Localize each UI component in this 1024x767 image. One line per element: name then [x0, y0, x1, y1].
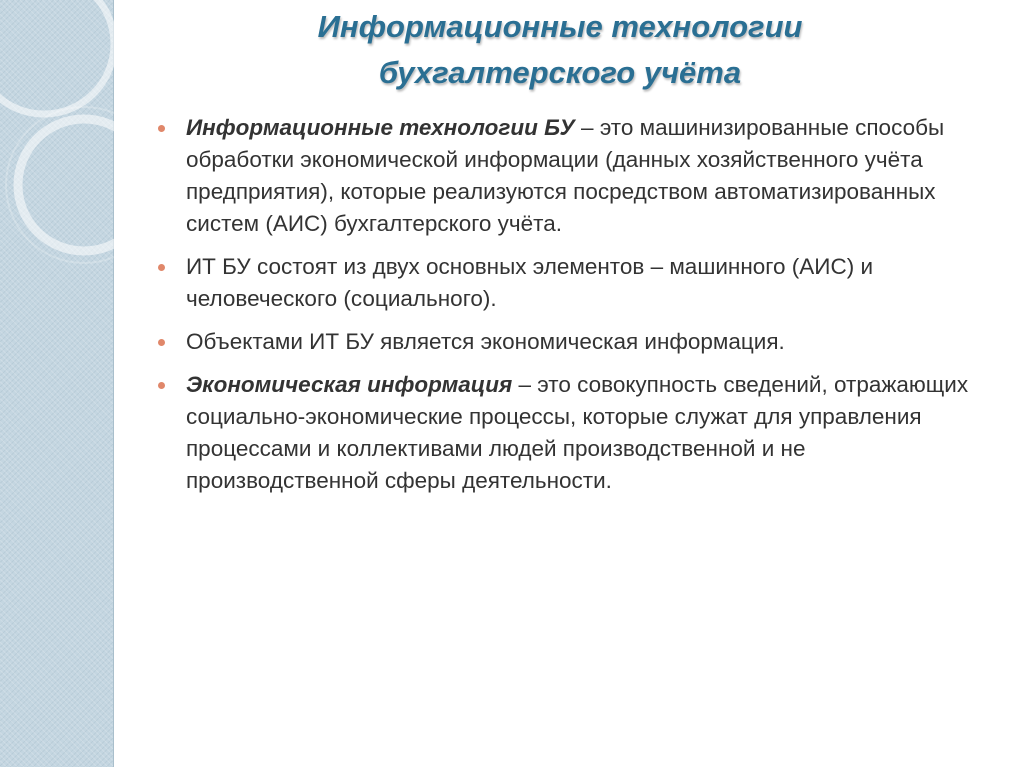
bullet-dot-icon	[158, 339, 165, 346]
bullet-dot-icon	[158, 125, 165, 132]
bullet-text: Объектами ИТ БУ является экономическая информация.	[186, 329, 785, 354]
bullet-list	[158, 112, 998, 508]
bullet-text: ИТ БУ состоят из двух основных элементов – машинного (АИС) и человеческого (социального).	[186, 254, 874, 311]
bullet-item	[158, 251, 998, 315]
bullet-dot-icon	[158, 264, 165, 271]
bullet-dot-icon	[158, 382, 165, 389]
slide-title-line-1: Информационные технологии	[317, 9, 803, 44]
bullet-item	[158, 369, 998, 497]
bullet-item	[158, 326, 998, 358]
slide-title-line-2: бухгалтерского учёта	[378, 55, 742, 90]
bullet-text: – это машинизированные способы обработки экономической информации (данных хозяйственного учёта предприятия), которые реализуются посредством автоматизированных систем (АИС) бухгалтерского учёта.	[186, 115, 945, 236]
bullet-term: Информационные технологии БУ	[186, 115, 575, 140]
bullet-text: – это совокупность сведений, отражающих социально-экономические процессы, которые служат для управления процессами и коллективами людей производственной и не производственной сферы деятельности.	[186, 372, 969, 493]
slide-title	[180, 0, 940, 96]
bullet-term: Экономическая информация	[186, 372, 513, 397]
bullet-item	[158, 112, 998, 240]
